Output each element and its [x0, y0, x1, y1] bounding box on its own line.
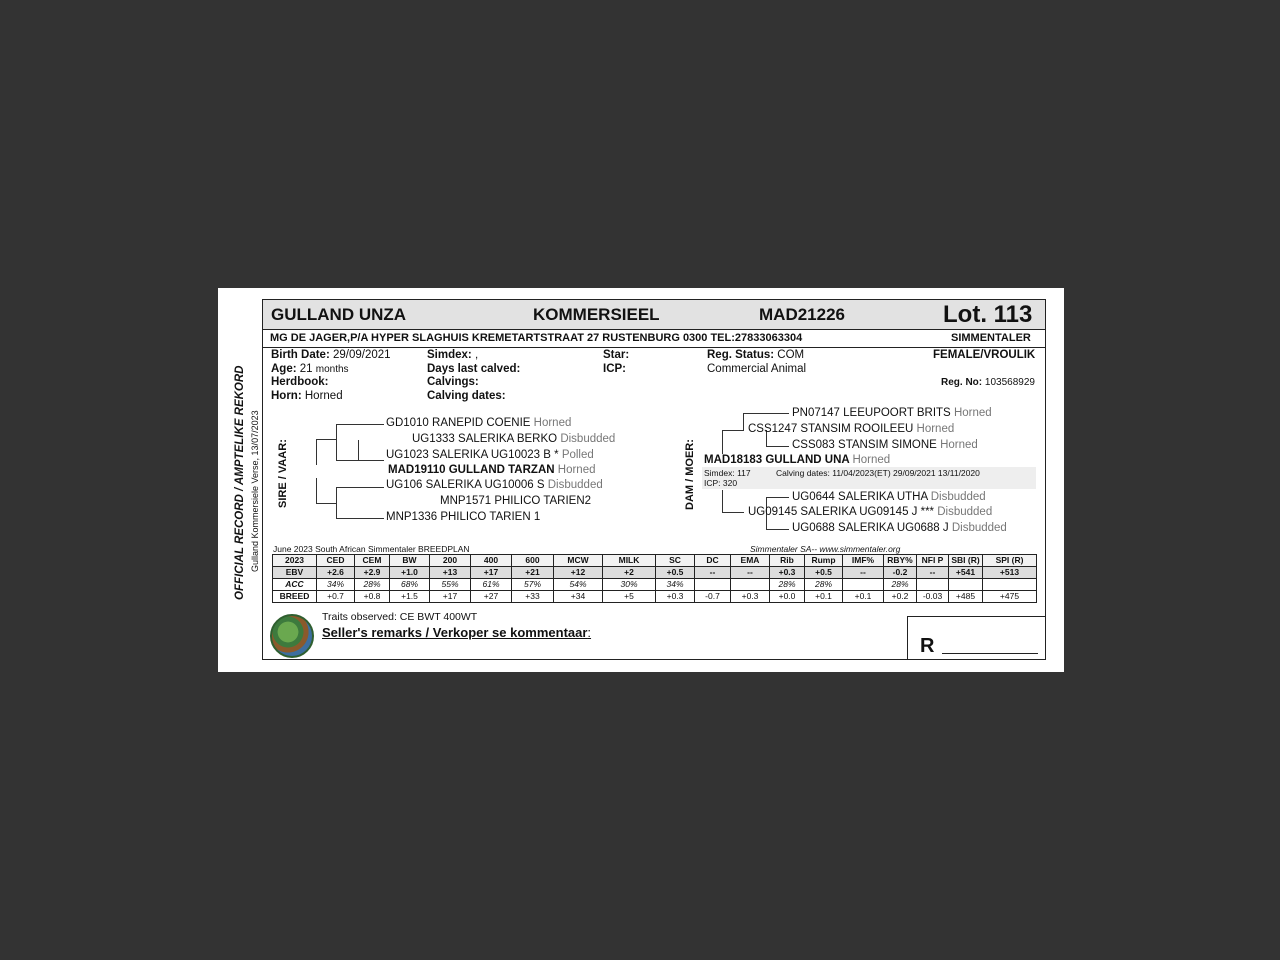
ebv-cell: 34% [656, 579, 695, 591]
ebv-cell: +513 [983, 567, 1037, 579]
dam-sire-sire: PN07147 LEEUPOORT BRITS Horned [792, 407, 992, 419]
sire-branch-line [336, 424, 337, 460]
dam-label: DAM / MOER: [684, 439, 696, 510]
ebv-cell [949, 579, 983, 591]
ebv-header-cell: SBI (R) [949, 555, 983, 567]
ebv-cell: 30% [603, 579, 656, 591]
ebv-cell: +12 [554, 567, 603, 579]
sire-branch-line [358, 440, 359, 460]
ebv-cell: EBV [273, 567, 317, 579]
dam-branch-line [722, 430, 744, 431]
ebv-cell: -- [695, 567, 731, 579]
traits-observed: Traits observed: CE BWT 400WT [322, 611, 478, 623]
ebv-cell: -0.2 [884, 567, 917, 579]
ebv-header-cell: DC [695, 555, 731, 567]
ebv-header-cell: Rump [805, 555, 843, 567]
birth-date: Birth Date: 29/09/2021 [271, 349, 391, 361]
ebv-cell: +0.0 [770, 591, 805, 603]
ebv-cell: -0.03 [917, 591, 949, 603]
sire-sire-dam: UG1333 SALERIKA BERKO Disbudded [412, 433, 616, 445]
catalogue-note: Gulland Kommersiele Verse, 13/07/2023 [250, 410, 260, 572]
registration-number: Reg. No: 103568929 [941, 377, 1035, 388]
dam-branch-line [722, 512, 744, 513]
dam-sire: CSS1247 STANSIM ROOILEEU Horned [748, 423, 955, 435]
header-bar [263, 300, 1045, 330]
ebv-cell: 57% [512, 579, 554, 591]
age: Age: 21 months [271, 363, 349, 375]
price-prefix: R [920, 635, 935, 657]
dam-icp: ICP: 320 [704, 478, 738, 488]
sire-dam: UG106 SALERIKA UG10006 S Disbudded [386, 479, 603, 491]
ebv-cell: +1.0 [390, 567, 430, 579]
ebv-cell: +0.7 [317, 591, 355, 603]
dam-dam-sire: UG0644 SALERIKA UTHA Disbudded [792, 491, 986, 503]
ebv-cell: 54% [554, 579, 603, 591]
ebv-cell: BREED [273, 591, 317, 603]
sire-sire-sire: GD1010 RANEPID COENIE Horned [386, 417, 572, 429]
ebv-header-cell: EMA [731, 555, 770, 567]
days-last-calved: Days last calved: [427, 363, 521, 375]
sellers-remarks-label: Seller's remarks / Verkoper se kommentaar: [322, 625, 592, 640]
ebv-cell: +2.9 [355, 567, 390, 579]
reg-status-desc: Commercial Animal [707, 363, 807, 375]
ebv-header-cell: SC [656, 555, 695, 567]
sire-branch-line [336, 424, 384, 425]
dam-branch-line [743, 413, 789, 414]
ebv-header-cell: MILK [603, 555, 656, 567]
sire-dam-sire: MNP1571 PHILICO TARIEN2 [440, 495, 592, 507]
sire-dam-dam: MNP1336 PHILICO TARIEN 1 [386, 511, 541, 523]
ebv-cell: +0.3 [731, 591, 770, 603]
official-record-label: OFFICIAL RECORD / AMPTELIKE REKORD [234, 365, 246, 600]
ebv-header-cell: 200 [430, 555, 471, 567]
ebv-cell: +0.1 [805, 591, 843, 603]
dam-branch-line [743, 413, 744, 430]
horn-status: Horn: Horned [271, 390, 343, 402]
ebv-cell: 55% [430, 579, 471, 591]
ebv-cell [983, 579, 1037, 591]
sire-branch-line [316, 503, 337, 504]
lot-number: Lot. 113 [943, 301, 1033, 328]
ebv-cell: -- [731, 567, 770, 579]
sire-name: MAD19110 GULLAND TARZAN Horned [388, 464, 596, 476]
ebv-cell: +0.2 [884, 591, 917, 603]
sire-sire: UG1023 SALERIKA UG10023 B * Polled [386, 449, 594, 461]
ebv-cell: 28% [805, 579, 843, 591]
dam-branch-line [766, 497, 789, 498]
ebv-cell: 68% [390, 579, 430, 591]
ebv-header-cell: MCW [554, 555, 603, 567]
ebv-header-cell: 600 [512, 555, 554, 567]
ebv-cell: +5 [603, 591, 656, 603]
sire-branch-line [316, 439, 337, 440]
ebv-header-cell: 400 [471, 555, 512, 567]
ebv-cell: ACC [273, 579, 317, 591]
ebv-cell: 34% [317, 579, 355, 591]
calving-dates: Calving dates: [427, 390, 506, 402]
ebv-cell: +17 [430, 591, 471, 603]
ebv-header-cell: BW [390, 555, 430, 567]
dam-branch-line [766, 446, 789, 447]
ebv-cell: +1.5 [390, 591, 430, 603]
ebv-header-cell: NFI P [917, 555, 949, 567]
price-field[interactable] [942, 653, 1038, 654]
ebv-cell [917, 579, 949, 591]
dam-simdex: Simdex: 117 [704, 468, 751, 478]
ebv-row [273, 567, 1037, 579]
sire-branch-line [316, 439, 317, 465]
ebv-cell: 28% [355, 579, 390, 591]
ebv-cell: +17 [471, 567, 512, 579]
animal-id: MAD21226 [759, 305, 845, 324]
owner-bar [263, 330, 1045, 348]
ebv-cell: +0.5 [656, 567, 695, 579]
ebv-header-cell: CED [317, 555, 355, 567]
sire-label: SIRE / VAAR: [277, 439, 289, 508]
ebv-cell: +13 [430, 567, 471, 579]
ebv-cell: +2 [603, 567, 656, 579]
animal-category: KOMMERSIEEL [533, 305, 660, 324]
breedplan-source: June 2023 South African Simmentaler BREEDPLAN [273, 544, 470, 554]
ebv-header-cell: SPI (R) [983, 555, 1037, 567]
sex: FEMALE/VROULIK [933, 349, 1036, 361]
dam-branch-line [766, 529, 789, 530]
ebv-header-cell: IMF% [843, 555, 884, 567]
breed-society-website: Simmentaler SA-- www.simmentaler.org [750, 544, 901, 554]
dam-dam: UG09145 SALERIKA UG09145 J *** Disbudded [748, 506, 993, 518]
sire-branch-line [336, 487, 384, 488]
sire-branch-line [336, 518, 384, 519]
ebv-cell [731, 579, 770, 591]
reg-status: Reg. Status: COM [707, 349, 805, 361]
ebv-cell: -- [843, 567, 884, 579]
dam-name: MAD18183 GULLAND UNA Horned [704, 454, 891, 466]
ebv-cell: -0.7 [695, 591, 731, 603]
ebv-cell: +0.3 [770, 567, 805, 579]
calvings: Calvings: [427, 376, 479, 388]
herdbook: Herdbook: [271, 376, 329, 388]
animal-name: GULLAND UNZA [271, 305, 407, 324]
ebv-cell: +485 [949, 591, 983, 603]
ebv-cell: +0.5 [805, 567, 843, 579]
ebv-cell: +0.8 [355, 591, 390, 603]
dam-calving-dates: Calving dates: 11/04/2023(ET) 29/09/2021 13/11/2020 [776, 468, 980, 478]
ebv-cell: +0.1 [843, 591, 884, 603]
simmentaler-logo-icon [270, 614, 314, 658]
ebv-cell: 28% [884, 579, 917, 591]
ebv-cell: +27 [471, 591, 512, 603]
dam-sire-dam: CSS083 STANSIM SIMONE Horned [792, 439, 978, 451]
ebv-header-row [273, 555, 1037, 567]
ebv-cell: +2.6 [317, 567, 355, 579]
ebv-header-cell: 2023 [273, 555, 317, 567]
ebv-row [273, 579, 1037, 591]
dam-dam-dam: UG0688 SALERIKA UG0688 J Disbudded [792, 522, 1007, 534]
ebv-cell [843, 579, 884, 591]
sire-branch-line [316, 478, 317, 503]
ebv-cell: -- [917, 567, 949, 579]
ebv-header-cell: Rib [770, 555, 805, 567]
owner-details: MG DE JAGER,P/A HYPER SLAGHUIS KREMETARTSTRAAT 27 RUSTENBURG 0300 TEL:27833063304 [270, 332, 803, 344]
ebv-row [273, 591, 1037, 603]
ebv-table [272, 554, 1037, 603]
ebv-cell: +21 [512, 567, 554, 579]
ebv-cell: +541 [949, 567, 983, 579]
ebv-cell: +34 [554, 591, 603, 603]
simdex: Simdex: , [427, 349, 479, 361]
ebv-cell: +0.3 [656, 591, 695, 603]
ebv-cell: +475 [983, 591, 1037, 603]
ebv-cell [695, 579, 731, 591]
ebv-cell: +33 [512, 591, 554, 603]
ebv-cell: 61% [471, 579, 512, 591]
dam-branch-line [722, 430, 723, 454]
dam-branch-line [722, 490, 723, 512]
sire-branch-line [336, 487, 337, 518]
icp: ICP: [603, 363, 626, 375]
ebv-cell: 28% [770, 579, 805, 591]
ebv-header-cell: CEM [355, 555, 390, 567]
breed-label: SIMMENTALER [951, 332, 1031, 344]
ebv-header-cell: RBY% [884, 555, 917, 567]
sire-branch-line [336, 460, 384, 461]
star: Star: [603, 349, 630, 361]
